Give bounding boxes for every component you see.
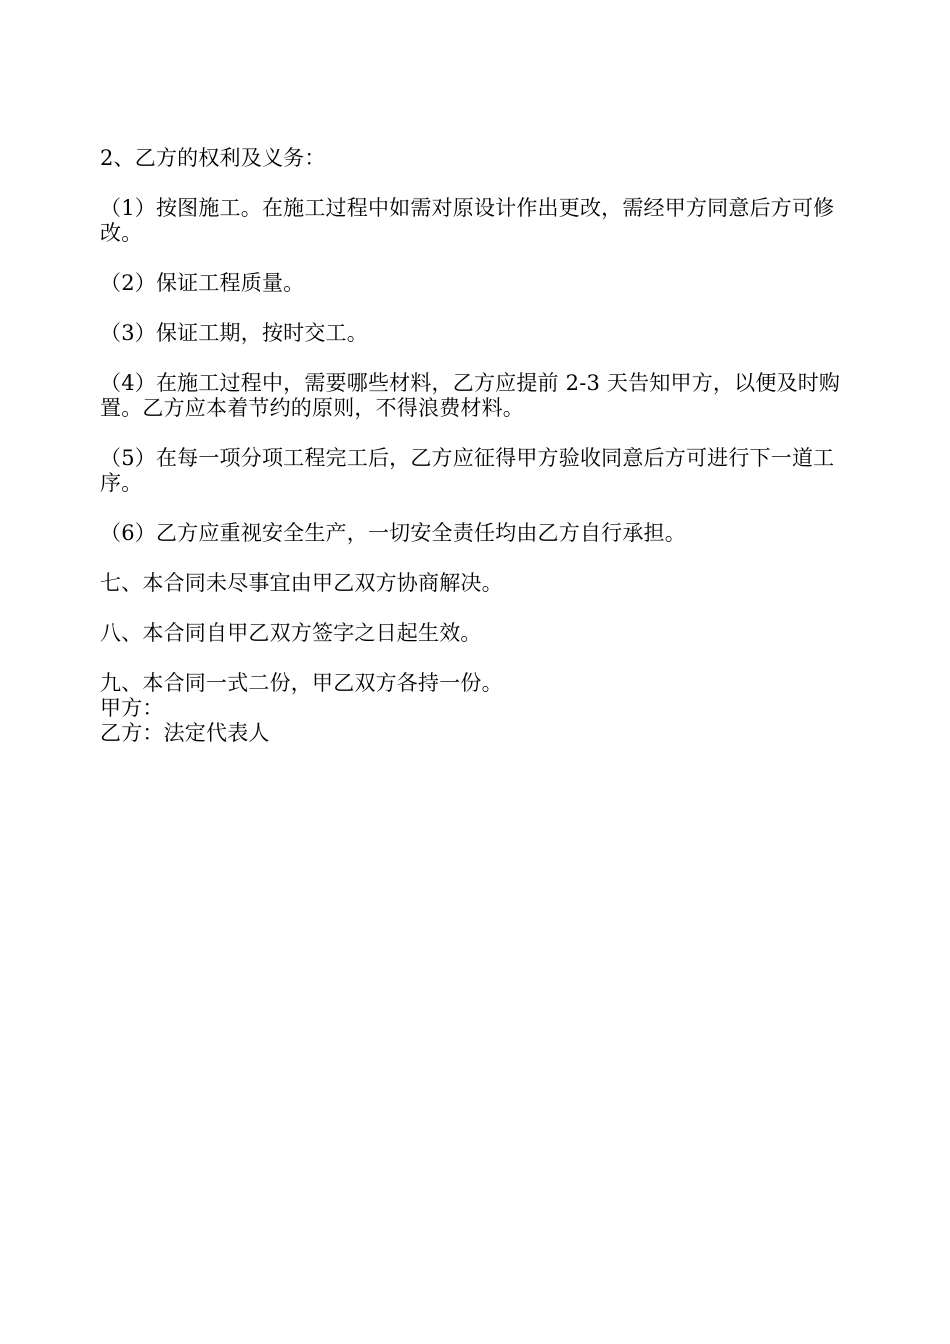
article-9-copies: 九、本合同一式二份，甲乙双方各持一份。 xyxy=(100,671,503,695)
clause-5-inspection: （5）在每一项分项工程完工后，乙方应征得甲方验收同意后方可进行下一道工序。 xyxy=(100,446,835,495)
clause-1-construction-per-drawings: （1）按图施工。在施工过程中如需对原设计作出更改，需经甲方同意后方可修改。 xyxy=(100,196,835,245)
clause-3-schedule: （3）保证工期，按时交工。 xyxy=(100,321,368,345)
signature-party-b: 乙方：法定代表人 xyxy=(100,721,270,745)
clause-6-safety: （6）乙方应重视安全生产，一切安全责任均由乙方自行承担。 xyxy=(100,521,686,545)
article-7-unresolved-matters: 七、本合同未尽事宜由甲乙双方协商解决。 xyxy=(100,571,503,595)
article-8-effective-date: 八、本合同自甲乙双方签字之日起生效。 xyxy=(100,621,482,645)
clause-4-materials: （4）在施工过程中，需要哪些材料，乙方应提前 2-3 天告知甲方，以便及时购置。乙方应本着节约的原则，不得浪费材料。 xyxy=(100,371,841,420)
document-body xyxy=(100,146,850,746)
signature-party-a: 甲方： xyxy=(100,696,164,720)
clause-2-quality: （2）保证工程质量。 xyxy=(100,271,305,295)
section-heading-party-b-rights: 2、乙方的权利及义务： xyxy=(100,146,326,170)
